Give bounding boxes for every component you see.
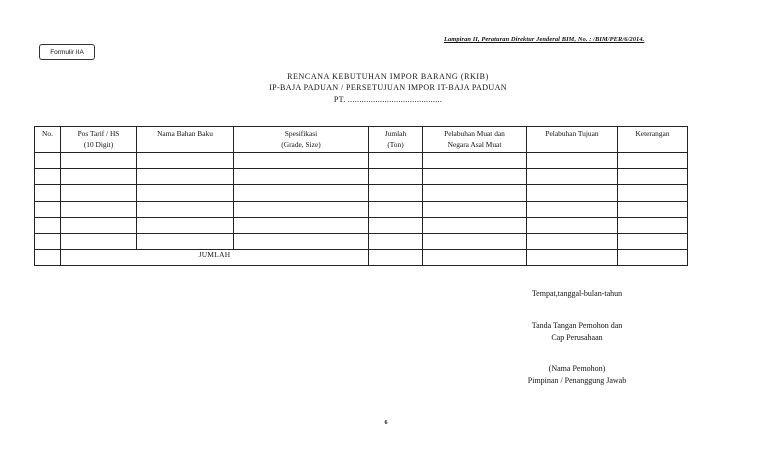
column-header-loading-port: Pelabuhan Muat dan Negara Asal Muat — [423, 127, 527, 153]
column-header-quantity: Jumlah (Ton) — [369, 127, 423, 153]
table-row — [35, 153, 688, 169]
place-date-line: Tempat,tanggal-bulan-tahun — [531, 289, 623, 298]
column-header-specification: Spesifikasi (Grade, Size) — [234, 127, 369, 153]
column-header-remarks: Keterangan — [618, 127, 688, 153]
signature-instruction: Tanda Tangan Pemohon dan — [531, 321, 623, 330]
table-row — [35, 201, 688, 217]
document-title: RENCANA KEBUTUHAN IMPOR BARANG (RKIB) — [287, 72, 489, 81]
table-row — [35, 217, 688, 233]
company-stamp-instruction: Cap Perusahaan — [551, 333, 603, 342]
form-label: Formulir IIA — [50, 48, 84, 56]
applicant-position: Pimpinan / Penanggung Jawab — [527, 376, 627, 385]
table-total-row — [35, 250, 688, 266]
form-label-box — [39, 44, 95, 60]
column-header-no: No. — [35, 127, 61, 153]
document-subtitle: IP-BAJA PADUAN / PERSETUJUAN IMPOR IT-BAJA PADUAN — [269, 83, 507, 92]
import-needs-table — [34, 126, 688, 266]
table-row — [35, 233, 688, 249]
column-header-hs-code: Pos Tarif / HS (10 Digit) — [61, 127, 137, 153]
page-number: 6 — [384, 420, 388, 426]
table-row — [35, 169, 688, 185]
column-header-destination-port: Pelabuhan Tujuan — [527, 127, 618, 153]
column-header-material-name: Nama Bahan Baku — [137, 127, 234, 153]
applicant-name: (Nama Pemohon) — [548, 364, 606, 373]
company-name-line: PT. ......................................... — [333, 95, 443, 104]
regulation-reference: Lampiran II, Peraturan Direktur Jenderal BIM, No. : /BIM/PER/6/2014. — [444, 36, 645, 43]
total-label: JUMLAH — [61, 250, 369, 266]
table-row — [35, 185, 688, 201]
table-header-row — [35, 127, 688, 153]
